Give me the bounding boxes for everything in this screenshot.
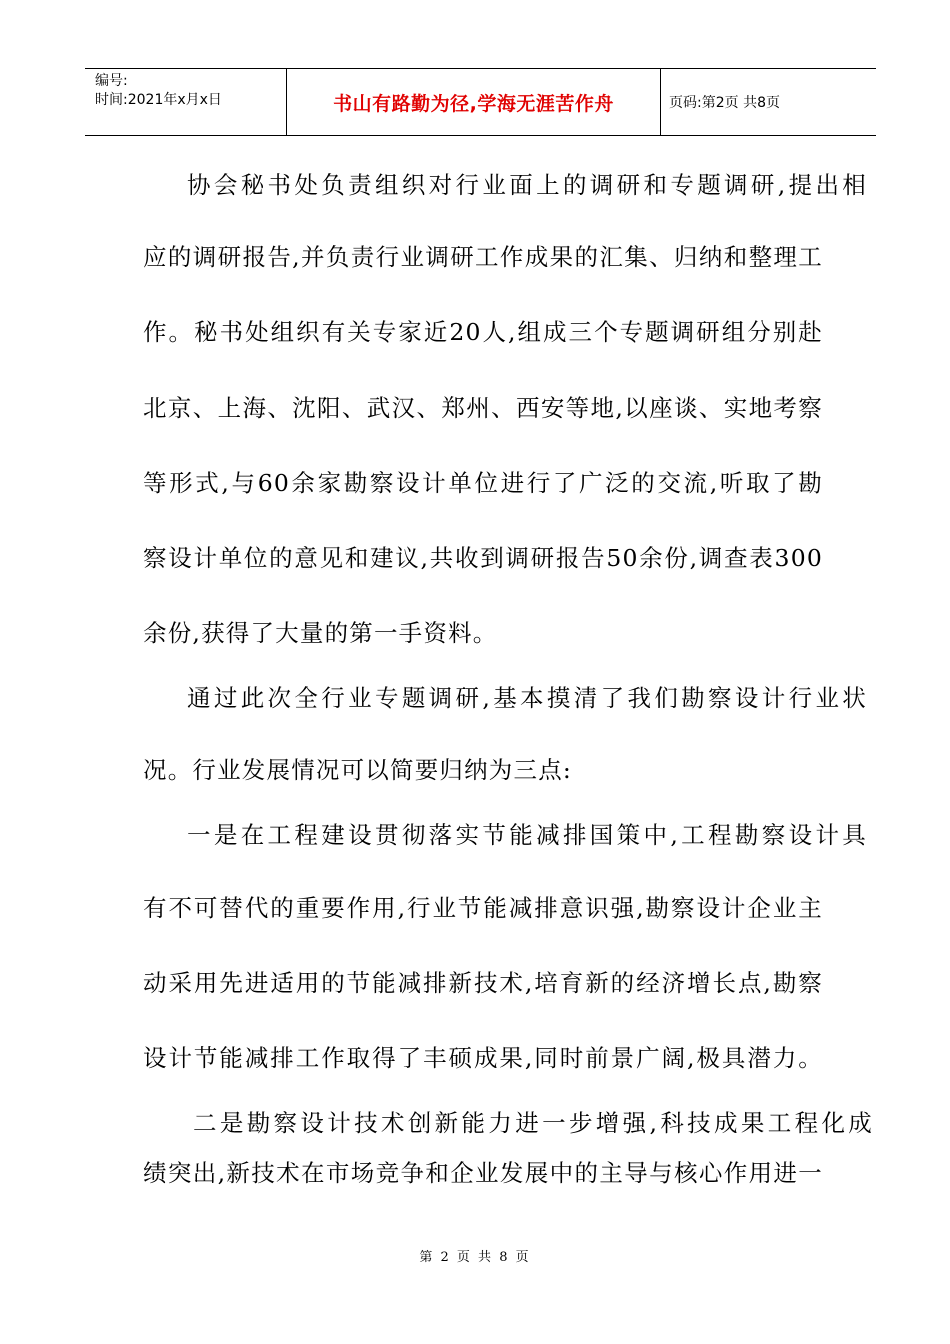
body-line: 动采用先进适用的节能减排新技术,培育新的经济增长点,勘察 [143, 969, 823, 997]
body-line: 有不可替代的重要作用,行业节能减排意识强,勘察设计企业主 [143, 894, 823, 922]
body-line: 等形式,与60余家勘察设计单位进行了广泛的交流,听取了勘 [143, 469, 823, 497]
body-line: 协会秘书处负责组织对行业面上的调研和专题调研,提出相 [187, 171, 867, 199]
header-motto: 书山有路勤为径,学海无涯苦作舟 [287, 69, 661, 135]
body-line: 通过此次全行业专题调研,基本摸清了我们勘察设计行业状 [187, 684, 867, 712]
body-line: 一是在工程建设贯彻落实节能减排国策中,工程勘察设计具 [187, 821, 867, 849]
document-header [85, 68, 876, 136]
body-line: 余份,获得了大量的第一手资料。 [143, 619, 498, 647]
body-line: 应的调研报告,并负责行业调研工作成果的汇集、归纳和整理工 [143, 243, 823, 271]
header-meta [85, 69, 287, 135]
body-line: 况。行业发展情况可以简要归纳为三点: [143, 756, 573, 784]
body-line: 北京、上海、沈阳、武汉、郑州、西安等地,以座谈、实地考察 [143, 394, 823, 422]
number-label: 编号: [95, 73, 128, 89]
time-label: 时间:2021年x月x日 [95, 92, 222, 108]
body-line: 绩突出,新技术在市场竞争和企业发展中的主导与核心作用进一 [143, 1159, 823, 1187]
body-line: 察设计单位的意见和建议,共收到调研报告50余份,调查表300 [143, 544, 823, 572]
body-line: 作。秘书处组织有关专家近20人,组成三个专题调研组分别赴 [143, 318, 823, 346]
body-line: 二是勘察设计技术创新能力进一步增强,科技成果工程化成 [193, 1109, 873, 1137]
page-footer: 第 2 页 共 8 页 [419, 1250, 531, 1265]
body-line: 设计节能减排工作取得了丰硕成果,同时前景广阔,极具潜力。 [143, 1044, 823, 1072]
header-page-label: 页码:第2页 共8页 [669, 95, 780, 111]
